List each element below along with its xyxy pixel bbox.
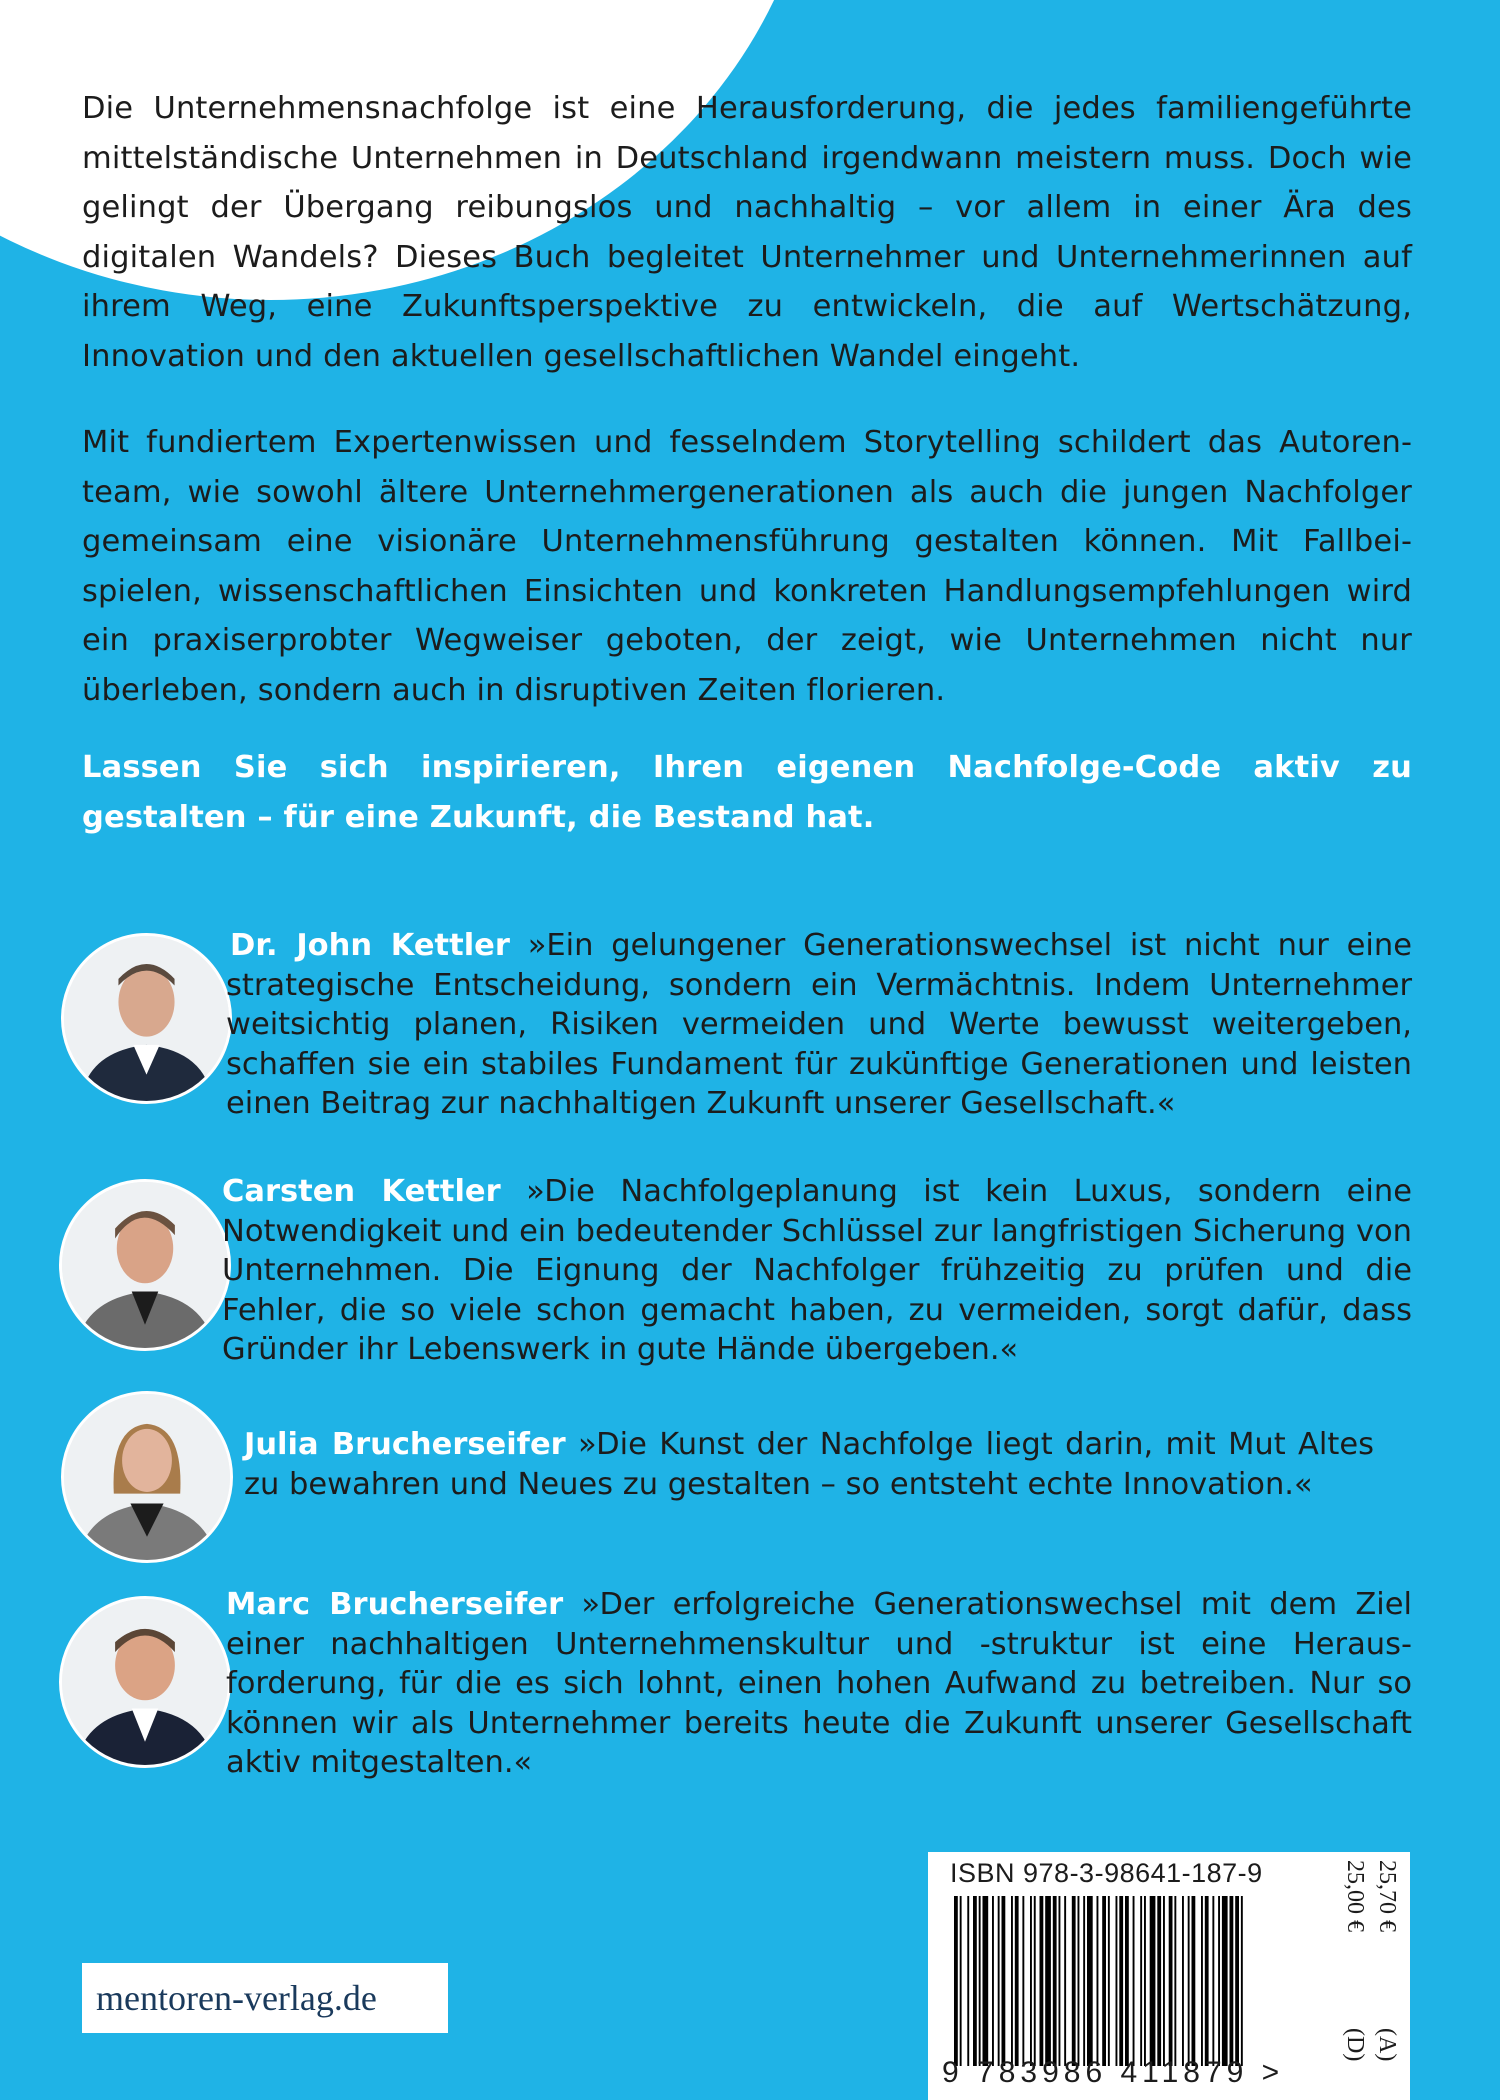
author-quote-3 (244, 1425, 1374, 1504)
ean-digits: 9 783986 411879 > (942, 2056, 1285, 2089)
barcode-icon (954, 1896, 1324, 2066)
isbn-barcode-box (928, 1852, 1410, 2100)
publisher-url[interactable]: mentoren-verlag.de (96, 1978, 377, 2018)
blurb-paragraph-2: Mit fundiertem Expertenwissen und fesselndem Storytelling schildert das Autorenteam, wie sowohl ältere Unternehmergenerationen als auch die jungen Nachfolger gemeinsam eine visionäre Unternehmensführung gestalten können. Mit Fallbeispielen, wissenschaftlichen Einsichten und konkreten Handlungsempfehlungen wird ein praxiserprobter Wegweiser geboten, der zeigt, wie Unternehmen nicht nur überleben, sondern auch in disruptiven Zeiten florieren. (82, 425, 1412, 708)
blurb-call-to-action: Lassen Sie sich inspirieren, Ihren eigenen Nachfolge-Code aktiv zu gestalten – für eine Zukunft, die Bestand hat. (82, 750, 1412, 835)
author-name-2: Carsten Kettler (222, 1174, 501, 1209)
price-austria: 25,70 € (1374, 1860, 1400, 1932)
author-quote-4 (226, 1585, 1412, 1783)
author-name-4: Marc Brucherseifer (226, 1587, 564, 1622)
author-photo-carsten-kettler (59, 1179, 231, 1351)
author-quote-1 (226, 926, 1412, 1124)
blurb-paragraph-1: Die Unternehmensnachfolge ist eine Herausforderung, die jedes familiengeführte mittelständische Unternehmen in Deutschland irgendwann meistern muss. Doch wie gelingt der Übergang reibungslos und nachhaltig – vor allem in einer Ära des digitalen Wandels? Dieses Buch begleitet Unternehmer und Unternehmerinnen auf ihrem Weg, eine Zukunftsperspektive zu entwickeln, die auf Wertschätzung, Innovation und den aktuellen gesellschaftlichen Wandel eingeht. (82, 91, 1412, 374)
author-quote-text-4: »Der erfolgreiche Generationswechsel mit dem Ziel einer nachhaltigen Unternehmenskultur und -struktur ist eine Herausforderung, für die es sich lohnt, einen hohen Aufwand zu betreiben. Nur so können wir als Unternehmer bereits heute die Zukunft unserer Gesellschaft aktiv mitgestalten.« (226, 1587, 1412, 1780)
author-photo-julia-brucherseifer (61, 1391, 233, 1563)
author-name-3: Julia Brucherseifer (244, 1427, 566, 1462)
country-code-austria: (A) (1374, 2028, 1400, 2062)
publisher-box (82, 1963, 448, 2033)
author-quote-2 (222, 1172, 1412, 1370)
country-code-germany: (D) (1342, 2028, 1368, 2062)
author-quote-text-3: »Die Kunst der Nachfolge liegt darin, mit Mut Altes zu bewahren und Neues zu gestalten – so entsteht echte Innovation.« (244, 1427, 1375, 1502)
author-photo-marc-brucherseifer (59, 1596, 231, 1768)
author-quote-text-1: »Ein gelungener Generationswechsel ist nicht nur eine strategische Entscheidung, sondern ein Vermächtnis. Indem Unternehmer weitsichtig planen, Risiken vermeiden und Werte bewusst weitergeben, schaffen sie ein stabiles Fundament für zukünftige Generationen und leisten einen Beitrag zur nachhaltigen Zukunft unserer Gesellschaft.« (226, 928, 1412, 1121)
author-photo-john-kettler (61, 933, 232, 1104)
isbn-number: ISBN 978-3-98641-187-9 (950, 1858, 1263, 1888)
author-quote-text-2: »Die Nachfolgeplanung ist kein Luxus, sondern eine Notwendigkeit und ein bedeutender Schlüssel zur langfristigen Sicherung von Unternehmen. Die Eignung der Nachfolger frühzeitig zu prüfen und die Fehler, die so viele schon gemacht haben, zu vermeiden, sorgt dafür, dass Gründer ihr Lebenswerk in gute Hände übergeben.« (222, 1174, 1412, 1367)
author-name-1: Dr. John Kettler (230, 928, 510, 963)
price-germany: 25,00 € (1342, 1860, 1368, 1932)
